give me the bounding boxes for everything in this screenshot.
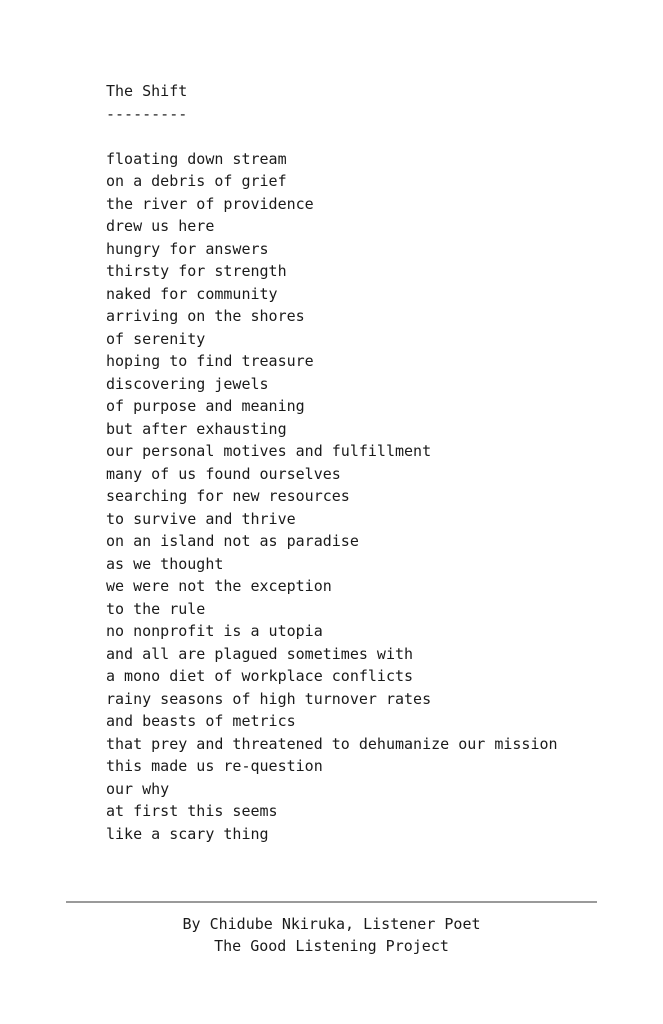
poem-line: like a scary thing	[106, 824, 269, 843]
poem-line: but after exhausting	[106, 419, 287, 438]
author-byline: By Chidube Nkiruka, Listener Poet	[182, 915, 481, 933]
poem-line: thirsty for strength	[106, 262, 287, 280]
poem-line: discovering jewels	[106, 374, 269, 393]
poem-line: hungry for answers	[106, 239, 269, 258]
poem-line: rainy seasons of high turnover rates	[106, 689, 432, 708]
poem-line: a mono diet of workplace conflicts	[106, 667, 414, 685]
poem-line: the river of providence	[106, 194, 314, 213]
poem-line: to the rule	[106, 599, 206, 618]
poem-line: we were not the exception	[106, 577, 332, 595]
poem-line: floating down stream	[106, 149, 287, 168]
poem-line: on an island not as paradise	[106, 532, 359, 550]
poem-title: The Shift	[106, 82, 188, 100]
poem-line: and beasts of metrics	[106, 712, 296, 730]
poem-line: naked for community	[106, 284, 278, 303]
poem-line: and all are plagued sometimes with	[106, 644, 414, 663]
poem-line: to survive and thrive	[106, 509, 296, 528]
poem-lines	[106, 148, 646, 846]
project-name: The Good Listening Project	[214, 937, 449, 955]
poem	[106, 80, 646, 845]
poem-line: our personal motives and fulfillment	[106, 442, 432, 460]
poem-line: of serenity	[106, 329, 206, 348]
poem-line: arriving on the shores	[106, 307, 305, 325]
footer	[0, 913, 663, 957]
poem-line: drew us here	[106, 217, 215, 235]
poem-line: at first this seems	[106, 802, 278, 820]
poem-line: that prey and threatened to dehumanize our mission	[106, 734, 558, 753]
poem-line: hoping to find treasure	[106, 352, 314, 370]
poem-line: many of us found ourselves	[106, 464, 341, 483]
poem-line: as we thought	[106, 554, 224, 573]
title-underline: ---------	[106, 104, 188, 123]
footer-divider	[66, 901, 597, 903]
poem-line: on a debris of grief	[106, 172, 287, 190]
poem-line: this made us re-question	[106, 757, 323, 775]
poem-line: no nonprofit is a utopia	[106, 622, 323, 640]
poem-line: searching for new resources	[106, 487, 350, 505]
poem-line: our why	[106, 779, 170, 798]
poem-line: of purpose and meaning	[106, 397, 305, 415]
